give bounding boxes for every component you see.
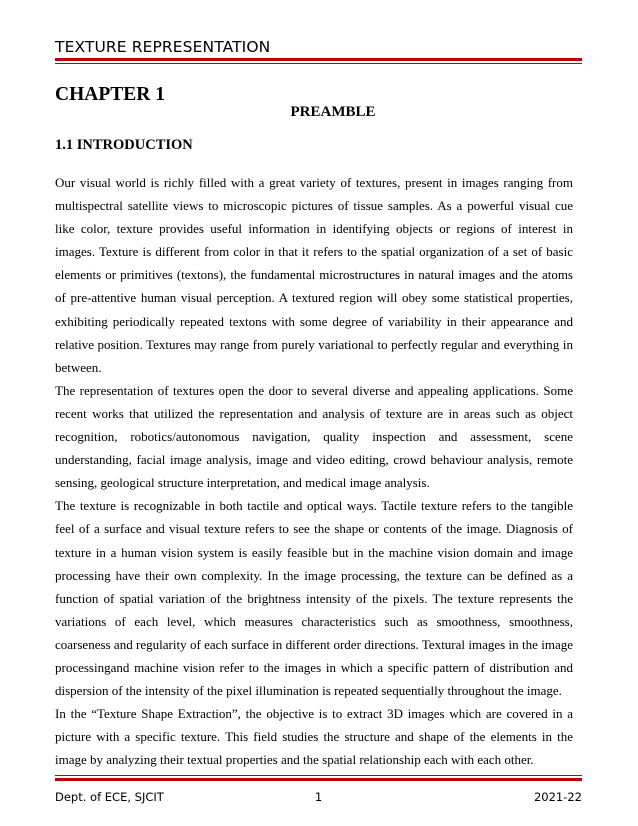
footer-department: Dept. of ECE, SJCIT <box>55 790 164 804</box>
footer-rule-thin <box>55 775 582 776</box>
body-text <box>55 171 573 771</box>
paragraph-intro: Our visual world is richly filled with a great variety of textures, present in images ranging from multispectral satellite views to microscopic pictures of tissue samples. As a powerful visual cue like color, texture provides useful information in identifying objects or regions of interest in images. Texture is different from color in that it refers to the spatial organization of a set of basic elements or primitives (textons), the fundamental microstructures in natural images and the atoms of pre-attentive human visual perception. A textured region will obey some statistical properties, exhibiting periodically repeated textons with some degree of variability in their appearance and relative position. Textures may range from purely variational to perfectly regular and everything in between. <box>55 175 573 375</box>
running-header: TEXTURE REPRESENTATION <box>55 38 271 56</box>
header-rule-thick <box>55 58 582 61</box>
paragraph-shape-extraction: In the “Texture Shape Extraction”, the objective is to extract 3D images which are covered in a picture with a specific texture. This field studies the structure and shape of the elements in the image by analyzing their textual properties and the spatial relationship each with each other. <box>55 706 573 768</box>
section-heading: 1.1 INTRODUCTION <box>55 137 193 153</box>
paragraph-applications: The representation of textures open the door to several diverse and appealing applications. Some recent works that utilized the representation and analysis of texture are in areas such as object recognition, robotics/autonomous navigation, quality inspection and assessment, scene understanding, facial image analysis, image and video editing, crowd behaviour analysis, remote sensing, geological structure interpretation, and medical image analysis. <box>55 382 573 491</box>
header-rule-thin <box>55 63 582 64</box>
footer-page-number: 1 <box>314 790 323 804</box>
chapter-title: PREAMBLE <box>290 104 376 120</box>
paragraph-tactile-visual: The texture is recognizable in both tactile and optical ways. Tactile texture refers to the tangible feel of a surface and visual texture refers to see the shape or contents of the image. Diagnosis of texture in a human vision system is easily feasible but in the machine vision domain and image processing have their own complexity. In the image processing, the texture can be defined as a function of spatial variation of the brightness intensity of the pixels. The texture represents the variations of each level, which measures characteristics such as smoothness, smoothness, coarseness and regularity of each surface in different order directions. Textural images in the image processingand machine vision refer to the images in which a specific pattern of distribution and dispersion of the intensity of the pixel illumination is repeated sequentially throughout the image. <box>55 498 573 699</box>
chapter-label: CHAPTER 1 <box>55 84 165 105</box>
footer-academic-year: 2021-22 <box>533 790 582 804</box>
footer-rule-thick <box>55 778 582 781</box>
